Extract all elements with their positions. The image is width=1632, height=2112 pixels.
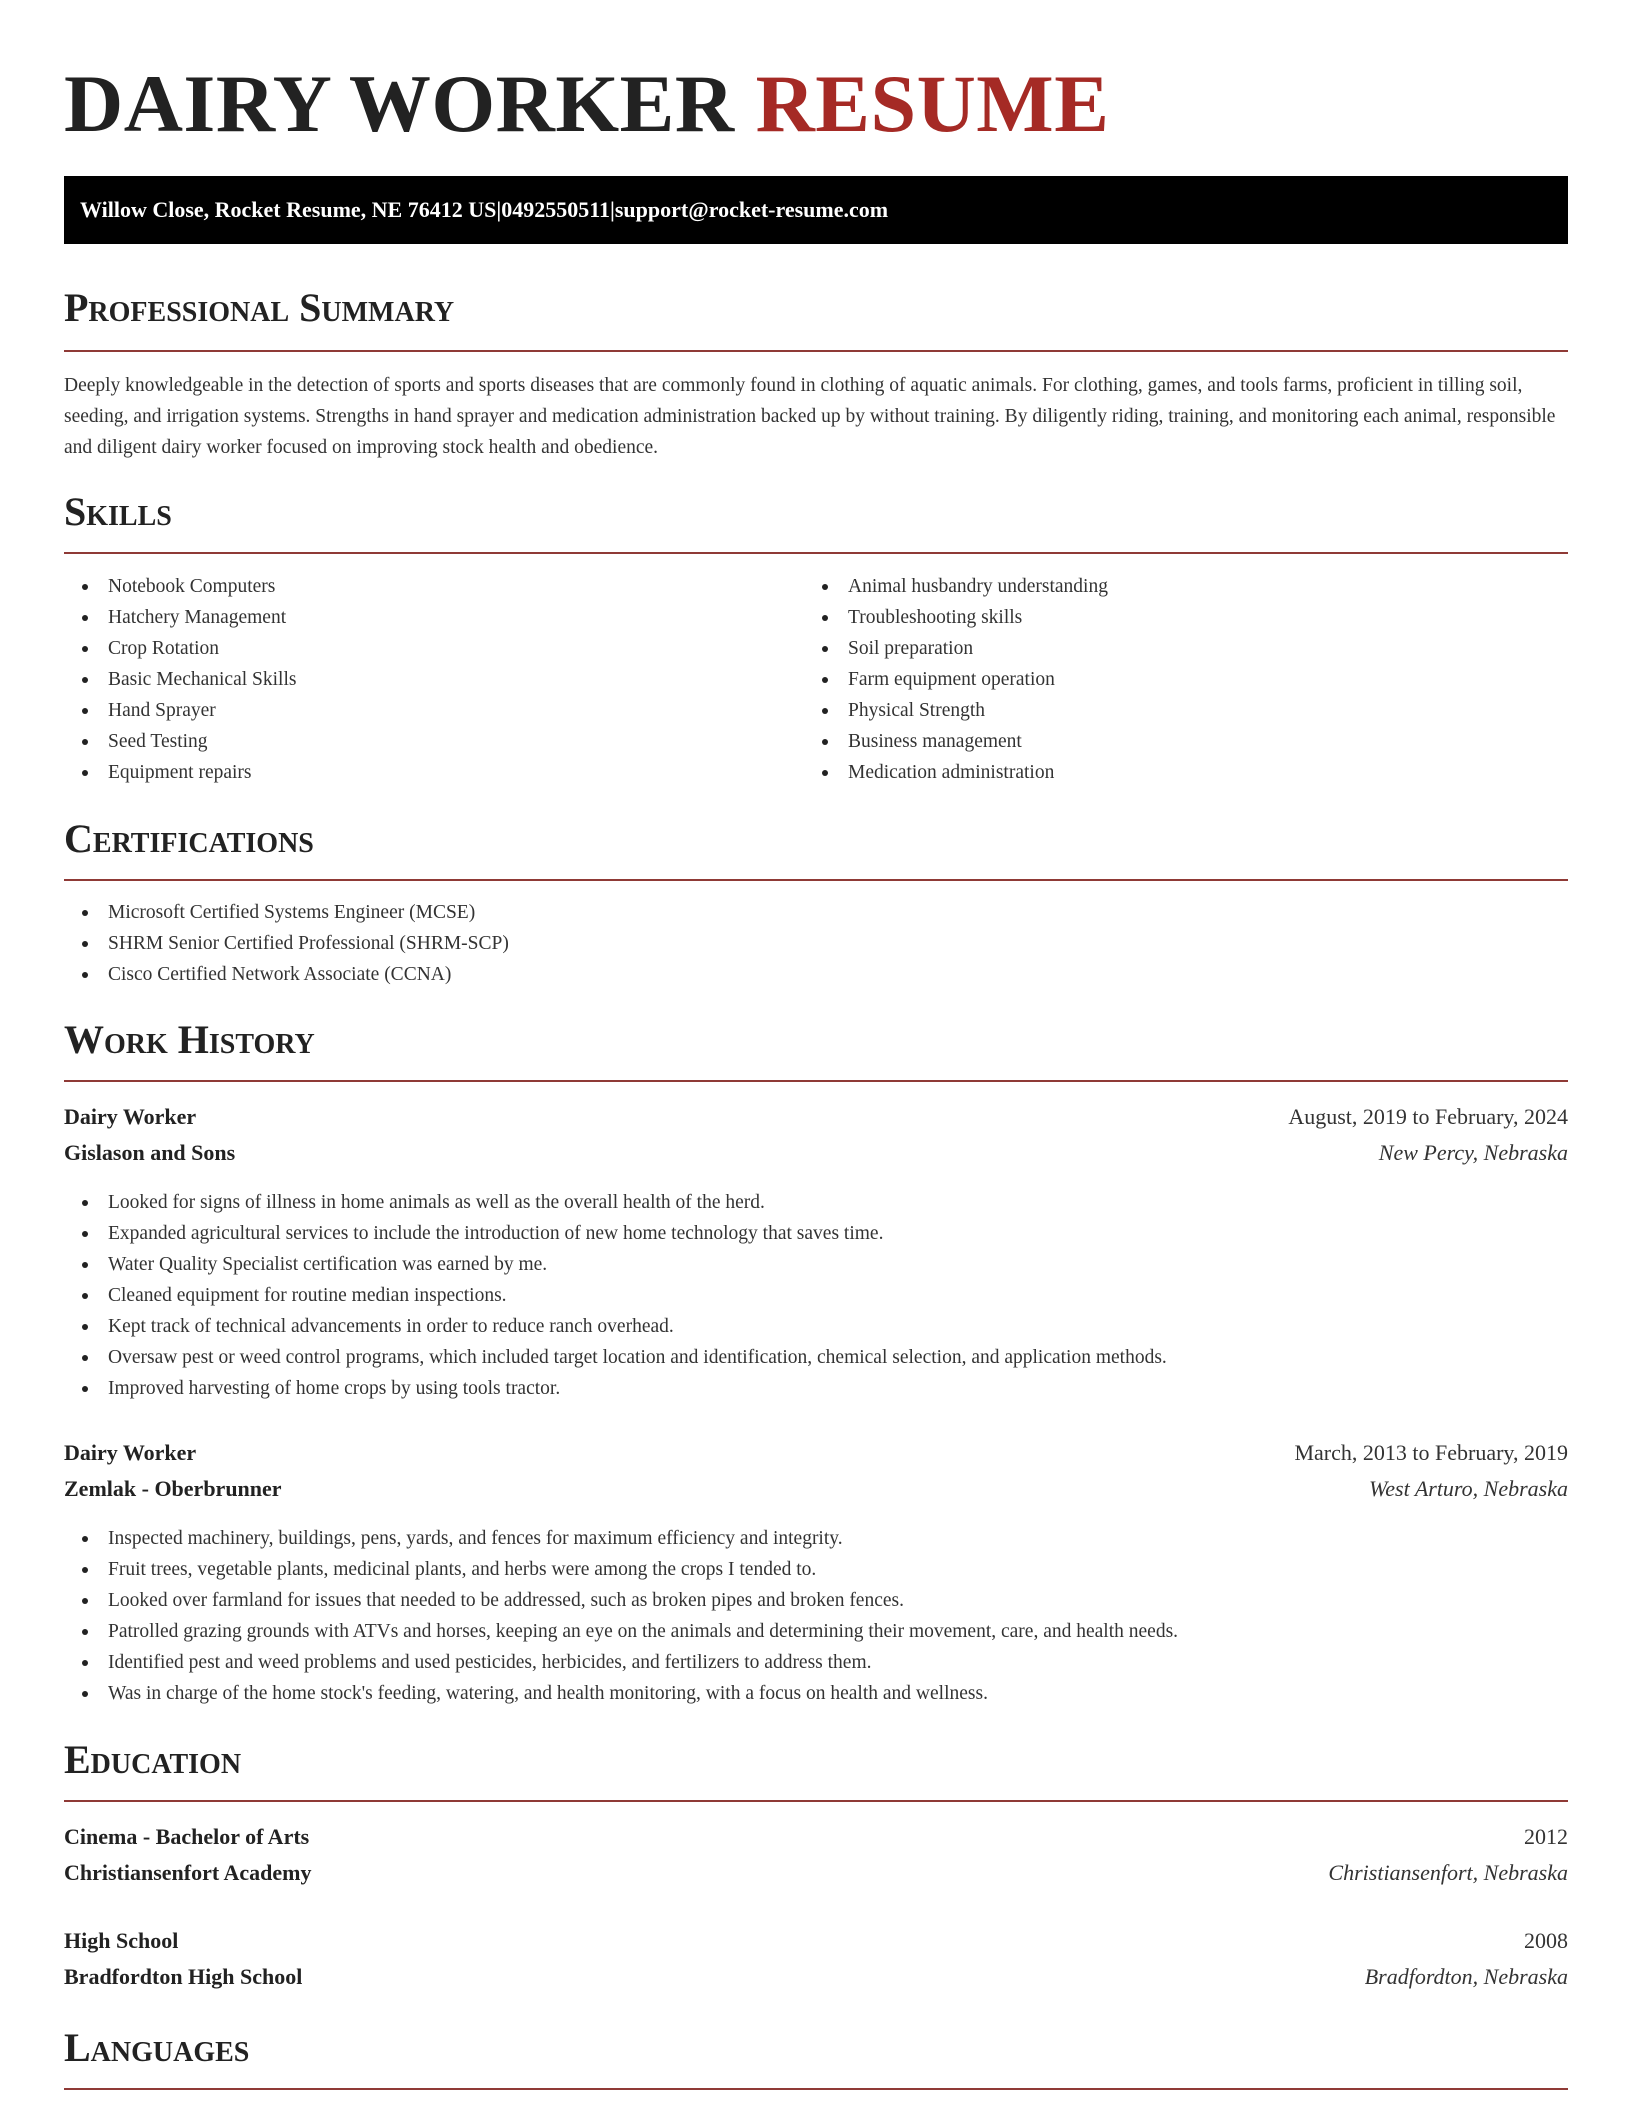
education-school: Bradfordton High School xyxy=(64,1964,303,1989)
contact-address: Willow Close, Rocket Resume, NE 76412 US xyxy=(80,197,497,222)
job-company-row xyxy=(64,1138,1568,1168)
skill-item: Seed Testing xyxy=(64,726,296,757)
certifications-list xyxy=(64,897,509,990)
section-divider xyxy=(64,350,1568,352)
contact-phone[interactable]: 0492550511 xyxy=(501,197,611,222)
job-dates: August, 2019 to February, 2024 xyxy=(1288,1104,1568,1129)
job-duty-item: Inspected machinery, buildings, pens, yards, and fences for maximum efficiency and integrity. xyxy=(64,1523,1178,1554)
skill-item: Soil preparation xyxy=(804,633,1108,664)
education-header xyxy=(64,1822,1568,1852)
skill-item: Animal husbandry understanding xyxy=(804,571,1108,602)
job-duty-item: Looked over farmland for issues that needed to be addressed, such as broken pipes and broken fences. xyxy=(64,1585,1178,1616)
job-duty-item: Cleaned equipment for routine median inspections. xyxy=(64,1280,1167,1311)
job-company-row xyxy=(64,1474,1568,1504)
job-duty-item: Water Quality Specialist certification was earned by me. xyxy=(64,1249,1167,1280)
job-header xyxy=(64,1438,1568,1468)
job-duties-list xyxy=(64,1523,1178,1709)
languages-section xyxy=(64,2026,1568,2070)
certifications-section xyxy=(64,817,1568,861)
skill-item: Equipment repairs xyxy=(64,757,296,788)
skills-list-left xyxy=(64,571,296,788)
skill-item: Farm equipment operation xyxy=(804,664,1108,695)
section-heading: Certifications xyxy=(64,816,314,861)
title-accent: RESUME xyxy=(755,58,1110,149)
page-title xyxy=(64,56,1109,152)
section-heading: Work History xyxy=(64,1017,315,1062)
skill-item: Hand Sprayer xyxy=(64,695,296,726)
skills-list-right xyxy=(804,571,1108,788)
job-company: Zemlak - Oberbrunner xyxy=(64,1476,282,1501)
education-section xyxy=(64,1738,1568,1782)
education-year: 2008 xyxy=(1524,1928,1568,1953)
skill-item: Troubleshooting skills xyxy=(804,602,1108,633)
job-duty-item: Identified pest and weed problems and used pesticides, herbicides, and fertilizers to address them. xyxy=(64,1647,1178,1678)
education-school-row xyxy=(64,1858,1568,1888)
contact-separator: | xyxy=(610,197,615,222)
section-divider xyxy=(64,1080,1568,1082)
summary-text: Deeply knowledgeable in the detection of sports and sports diseases that are commonly found in clothing of aquatic animals. For clothing, games, and tools farms, proficient in tilling soil, seeding, and irrigation systems. Strengths in hand sprayer and medication administration backed up by without training. By diligently riding, training, and monitoring each animal, responsible and diligent dairy worker focused on improving stock health and obedience. xyxy=(64,375,1556,458)
job-duty-item: Was in charge of the home stock's feeding, watering, and health monitoring, with a focus on health and wellness. xyxy=(64,1678,1178,1709)
job-duty-item: Looked for signs of illness in home animals as well as the overall health of the herd. xyxy=(64,1187,1167,1218)
work-history-section xyxy=(64,1018,1568,1062)
job-location: New Percy, Nebraska xyxy=(1378,1140,1568,1165)
education-degree: Cinema - Bachelor of Arts xyxy=(64,1824,310,1849)
education-location: Bradfordton, Nebraska xyxy=(1364,1964,1568,1989)
job-dates: March, 2013 to February, 2019 xyxy=(1294,1440,1568,1465)
job-header xyxy=(64,1102,1568,1132)
summary-section xyxy=(64,286,1568,330)
job-duty-item: Oversaw pest or weed control programs, which included target location and identification, chemical selection, and application methods. xyxy=(64,1342,1167,1373)
education-school: Christiansenfort Academy xyxy=(64,1860,312,1885)
section-heading: Languages xyxy=(64,2025,250,2070)
contact-separator: | xyxy=(496,197,502,222)
education-school-row xyxy=(64,1962,1568,1992)
skill-item: Notebook Computers xyxy=(64,571,296,602)
certification-item: SHRM Senior Certified Professional (SHRM-SCP) xyxy=(64,928,509,959)
education-degree: High School xyxy=(64,1928,179,1953)
certification-item: Microsoft Certified Systems Engineer (MCSE) xyxy=(64,897,509,928)
certification-item: Cisco Certified Network Associate (CCNA) xyxy=(64,959,509,990)
job-duty-item: Improved harvesting of home crops by using tools tractor. xyxy=(64,1373,1167,1404)
contact-bar xyxy=(64,176,1568,244)
title-main: DAIRY WORKER xyxy=(64,58,735,149)
job-location: West Arturo, Nebraska xyxy=(1368,1476,1568,1501)
education-header xyxy=(64,1926,1568,1956)
education-year: 2012 xyxy=(1524,1824,1568,1849)
skill-item: Basic Mechanical Skills xyxy=(64,664,296,695)
education-location: Christiansenfort, Nebraska xyxy=(1328,1860,1568,1885)
section-divider xyxy=(64,2088,1568,2090)
job-duty-item: Patrolled grazing grounds with ATVs and horses, keeping an eye on the animals and determining their movement, care, and health needs. xyxy=(64,1616,1178,1647)
job-title: Dairy Worker xyxy=(64,1104,197,1129)
section-divider xyxy=(64,879,1568,881)
section-heading: Professional Summary xyxy=(64,285,455,330)
job-duty-item: Kept track of technical advancements in order to reduce ranch overhead. xyxy=(64,1311,1167,1342)
skill-item: Medication administration xyxy=(804,757,1108,788)
skills-section xyxy=(64,490,1568,534)
contact-email[interactable]: support@rocket-resume.com xyxy=(614,197,889,222)
skill-item: Hatchery Management xyxy=(64,602,296,633)
job-company: Gislason and Sons xyxy=(64,1140,236,1165)
section-heading: Skills xyxy=(64,489,172,534)
section-divider xyxy=(64,552,1568,554)
job-duties-list xyxy=(64,1187,1167,1404)
skill-item: Crop Rotation xyxy=(64,633,296,664)
job-duty-item: Fruit trees, vegetable plants, medicinal plants, and herbs were among the crops I tended to. xyxy=(64,1554,1178,1585)
skill-item: Business management xyxy=(804,726,1108,757)
job-title: Dairy Worker xyxy=(64,1440,197,1465)
skill-item: Physical Strength xyxy=(804,695,1108,726)
job-duty-item: Expanded agricultural services to include the introduction of new home technology that saves time. xyxy=(64,1218,1167,1249)
section-heading: Education xyxy=(64,1737,242,1782)
section-divider xyxy=(64,1800,1568,1802)
